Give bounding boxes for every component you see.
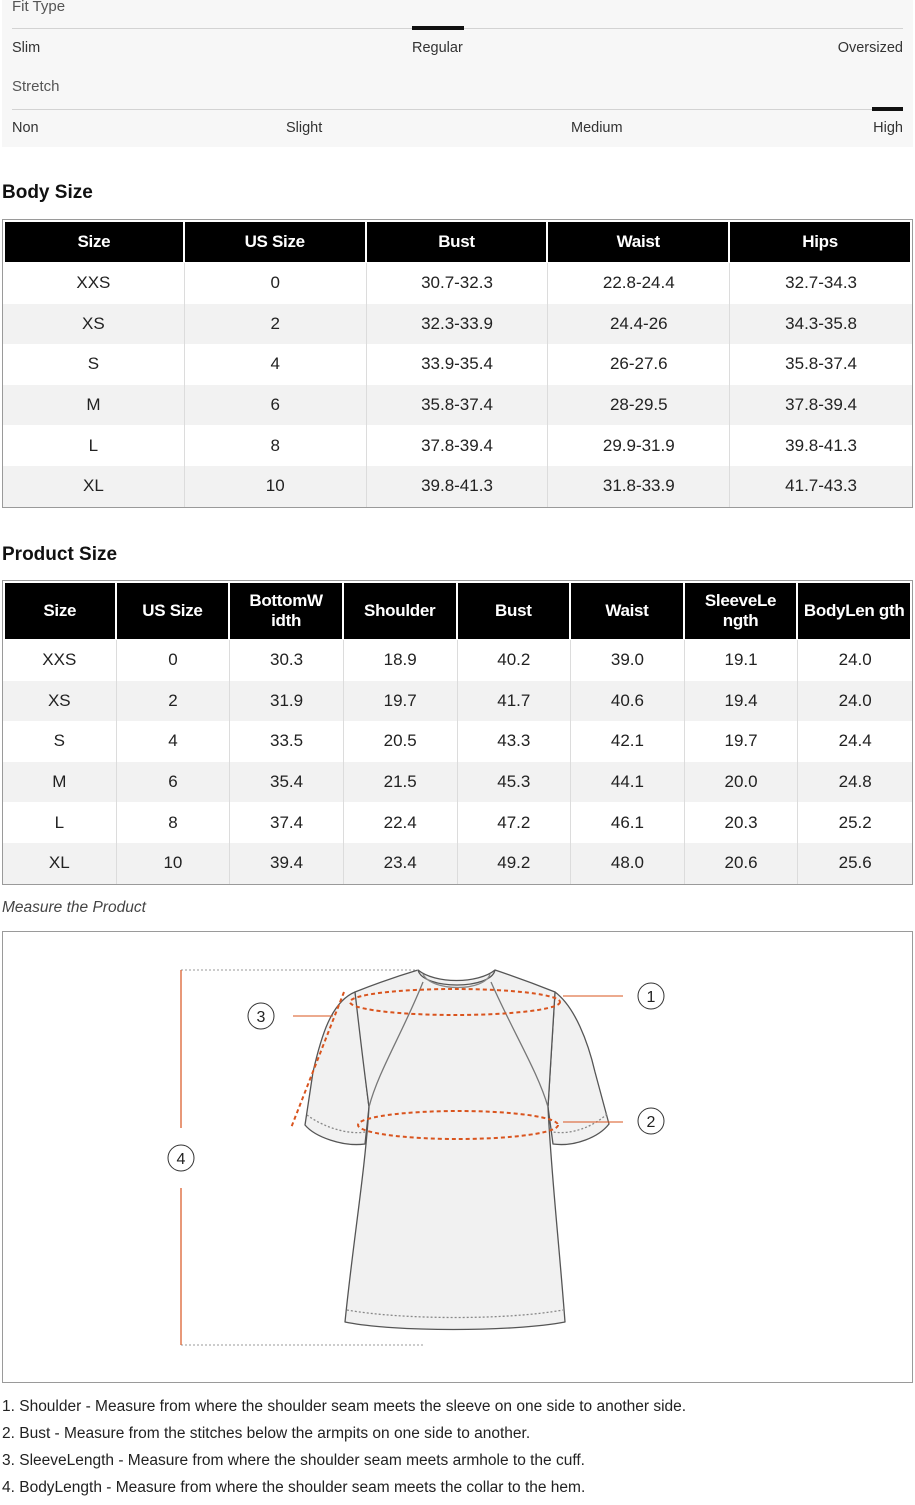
table-cell: M (3, 385, 185, 426)
note-body-length: 4. BodyLength - Measure from where the shoulder seam meets the collar to the hem. (2, 1479, 586, 1496)
table-cell: 22.8-24.4 (548, 263, 730, 304)
stretch-track (12, 109, 903, 110)
table-row (3, 263, 912, 304)
note-sleeve-length: 3. SleeveLength - Measure from where the shoulder seam meets armhole to the cuff. (2, 1452, 585, 1469)
fit-type-option-slim: Slim (12, 40, 41, 56)
table-cell: 44.1 (571, 762, 685, 803)
table-cell: 22.4 (344, 802, 458, 843)
table-cell: 40.6 (571, 681, 685, 722)
table-cell: 31.8-33.9 (548, 466, 730, 507)
column-header: Size (3, 220, 185, 263)
table-cell: 4 (185, 344, 367, 385)
table-cell: 40.2 (458, 640, 572, 681)
stretch-scale (12, 78, 903, 138)
table-row (3, 762, 912, 803)
table-cell: 43.3 (458, 721, 572, 762)
table-cell: 42.1 (571, 721, 685, 762)
table-cell: 39.8-41.3 (785, 435, 858, 455)
column-header: Bust (458, 581, 572, 640)
table-cell: XL (3, 843, 117, 884)
table-cell: 2 (117, 681, 231, 722)
table-cell: 8 (185, 425, 367, 466)
table-cell: 32.3-33.9 (367, 304, 549, 345)
table-cell: 19.7 (685, 721, 799, 762)
column-header: Shoulder (344, 581, 458, 640)
table-row (3, 344, 912, 385)
table-cell: 33.9-35.4 (367, 344, 549, 385)
table-row (3, 640, 912, 681)
column-header: Bust (367, 220, 549, 263)
table-cell: 19.1 (685, 640, 799, 681)
table-row (3, 802, 912, 843)
badge-3: 3 (256, 1009, 266, 1026)
fit-type-option-oversized: Oversized (837, 40, 903, 56)
table-cell: 41.7-43.3 (730, 466, 912, 507)
body-size-table (2, 219, 913, 508)
table-row (3, 425, 912, 466)
table-cell: 20.3 (685, 802, 799, 843)
table-cell: 37.4 (230, 802, 344, 843)
badge-1: 1 (646, 989, 656, 1006)
measurement-notes (2, 1397, 902, 1505)
table-row (3, 681, 912, 722)
table-row (3, 721, 912, 762)
table-cell: XXS (3, 263, 185, 304)
table-cell: 2 (185, 304, 367, 345)
table-cell: S (3, 344, 185, 385)
table-cell: L (3, 802, 117, 843)
fit-panel (2, 0, 913, 147)
table-cell: 25.6 (798, 843, 912, 884)
table-cell: 19.7 (344, 681, 458, 722)
table-cell: L (3, 425, 185, 466)
table-row (3, 304, 912, 345)
column-header: Hips (730, 220, 912, 263)
table-cell: M (3, 762, 117, 803)
table-cell: 29.9-31.9 (548, 425, 730, 466)
column-header: US Size (117, 581, 231, 640)
table-cell: 20.6 (685, 843, 799, 884)
table-cell: 24.0 (798, 681, 912, 722)
note-shoulder: 1. Shoulder - Measure from where the shoulder seam meets the sleeve on one side to another side. (2, 1398, 687, 1415)
note-bust: 2. Bust - Measure from the stitches below the armpits on one side to another. (2, 1425, 531, 1442)
stretch-option-non: Non (12, 120, 39, 136)
table-cell: 26-27.6 (548, 344, 730, 385)
table-cell: 33.5 (230, 721, 344, 762)
column-header: BodyLen gth (798, 581, 912, 640)
table-row (3, 385, 912, 426)
column-header: US Size (185, 220, 367, 263)
measure-caption: Measure the Product (2, 899, 146, 916)
table-cell: XL (3, 466, 185, 507)
table-cell: XS (3, 304, 185, 345)
column-header: Waist (571, 581, 685, 640)
table-cell: 45.3 (458, 762, 572, 803)
table-cell: XS (3, 681, 117, 722)
table-cell: 20.5 (344, 721, 458, 762)
table-cell: 21.5 (344, 762, 458, 803)
table-cell: 39.8-41.3 (367, 466, 549, 507)
fit-type-option-regular: Regular (412, 40, 463, 56)
body-size-title: Body Size (2, 182, 93, 203)
badge-2: 2 (646, 1114, 656, 1131)
table-cell: 0 (117, 640, 231, 681)
table-cell: 35.8-37.4 (785, 354, 858, 374)
column-header: SleeveLe ngth (685, 581, 799, 640)
fit-type-marker (412, 26, 464, 30)
table-cell: 35.4 (230, 762, 344, 803)
table-cell: 49.2 (458, 843, 572, 884)
table-cell: 10 (117, 843, 231, 884)
table-cell: S (3, 721, 117, 762)
table-cell: 19.4 (685, 681, 799, 722)
table-cell: 6 (185, 385, 367, 426)
stretch-option-medium: Medium (571, 120, 623, 136)
table-cell: 35.8-37.4 (367, 385, 549, 426)
table-cell: 32.7-34.3 (785, 273, 858, 293)
column-header: BottomW idth (230, 581, 344, 640)
table-cell: 30.3 (230, 640, 344, 681)
table-header-row (3, 581, 912, 640)
table-cell: 10 (185, 466, 367, 507)
stretch-option-high: High (873, 120, 903, 136)
tshirt-icon (305, 970, 609, 1330)
table-cell: 18.9 (344, 640, 458, 681)
table-cell: 47.2 (458, 802, 572, 843)
measurement-diagram (2, 931, 913, 1383)
table-cell: 24.4-26 (548, 304, 730, 345)
table-cell: 4 (117, 721, 231, 762)
table-cell: 24.0 (838, 650, 872, 670)
table-cell: 31.9 (230, 681, 344, 722)
table-cell: 24.8 (798, 762, 912, 803)
fit-type-scale (12, 0, 903, 60)
fit-type-label: Fit Type (12, 0, 66, 15)
table-cell: 25.2 (838, 812, 872, 832)
column-header: Size (3, 581, 117, 640)
table-cell: 46.1 (571, 802, 685, 843)
table-cell: 6 (117, 762, 231, 803)
table-row (3, 843, 912, 884)
table-cell: 23.4 (344, 843, 458, 884)
table-cell: 37.8-39.4 (730, 385, 912, 426)
column-header: Waist (548, 220, 730, 263)
table-cell: 37.8-39.4 (367, 425, 549, 466)
stretch-option-slight: Slight (286, 120, 323, 136)
table-cell: 0 (185, 263, 367, 304)
table-cell: 30.7-32.3 (367, 263, 549, 304)
product-size-title: Product Size (2, 544, 118, 565)
table-cell: 34.3-35.8 (730, 304, 912, 345)
table-cell: 39.0 (571, 640, 685, 681)
table-cell: 41.7 (458, 681, 572, 722)
table-cell: 48.0 (571, 843, 685, 884)
table-cell: 39.4 (230, 843, 344, 884)
table-row (3, 466, 912, 507)
table-cell: 28-29.5 (548, 385, 730, 426)
table-cell: XXS (3, 640, 117, 681)
tshirt-diagram (3, 932, 912, 1382)
stretch-marker (872, 107, 903, 111)
product-size-table (2, 580, 913, 885)
table-header-row (3, 220, 912, 263)
table-cell: 24.4 (838, 731, 872, 751)
badge-4: 4 (176, 1151, 186, 1168)
table-cell: 8 (117, 802, 231, 843)
stretch-label: Stretch (12, 78, 60, 95)
table-cell: 20.0 (685, 762, 799, 803)
